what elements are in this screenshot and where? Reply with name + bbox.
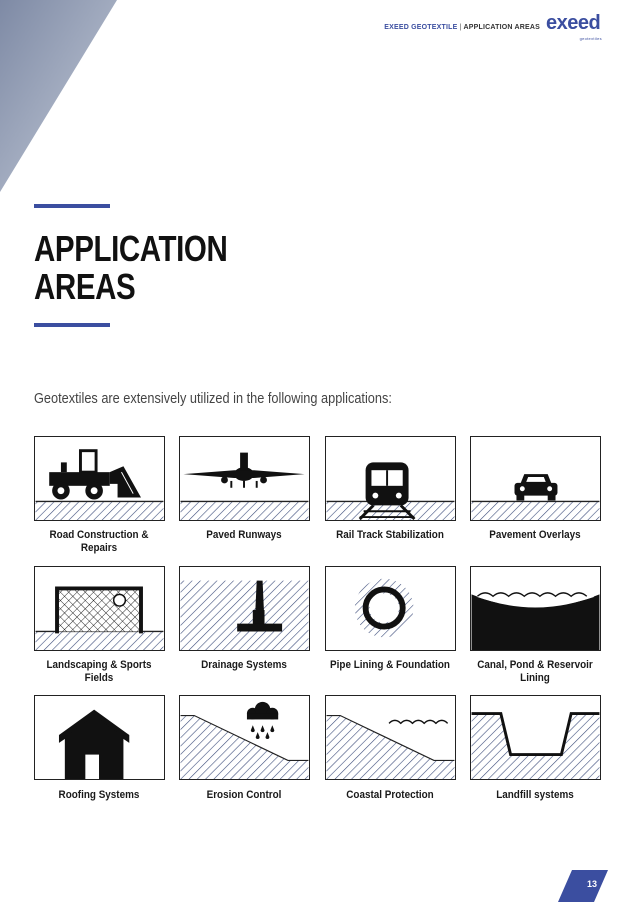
tile-pavement-overlays bbox=[470, 436, 601, 521]
caption-pipe-lining: Pipe Lining & Foundation bbox=[330, 659, 450, 671]
corner-triangle-decoration bbox=[0, 0, 120, 195]
caption-landfill: Landfill systems bbox=[496, 789, 574, 801]
car-icon bbox=[471, 437, 600, 520]
title-rule-top bbox=[34, 204, 110, 208]
tile-drainage bbox=[179, 566, 310, 651]
tile-erosion-control bbox=[179, 695, 310, 780]
header-separator: | bbox=[459, 24, 462, 31]
tile-landfill bbox=[470, 695, 601, 780]
page-header bbox=[384, 24, 540, 31]
caption-roofing: Roofing Systems bbox=[58, 789, 140, 801]
title-line-1: APPLICATION bbox=[34, 228, 228, 269]
tile-coastal-protection bbox=[325, 695, 456, 780]
caption-paved-runways: Paved Runways bbox=[206, 529, 282, 541]
page-title bbox=[34, 230, 227, 306]
caption-pavement-overlays: Pavement Overlays bbox=[489, 529, 581, 541]
tile-roofing bbox=[34, 695, 165, 780]
header-brand: EXEED GEOTEXTILE bbox=[384, 24, 458, 31]
tile-landscaping bbox=[34, 566, 165, 651]
title-rule-bottom bbox=[34, 323, 110, 327]
landfill-trench-icon bbox=[471, 696, 600, 779]
goal-net-icon bbox=[35, 567, 164, 650]
loader-icon bbox=[35, 437, 164, 520]
caption-rail-track: Rail Track Stabilization bbox=[336, 529, 444, 541]
train-icon bbox=[326, 437, 455, 520]
tile-canal-pond bbox=[470, 566, 601, 651]
caption-road-construction: Road Construction & Repairs bbox=[49, 529, 149, 554]
logo-wordmark: exeed bbox=[546, 12, 601, 34]
title-line-2: AREAS bbox=[34, 266, 136, 307]
logo-subtitle: geotextiles bbox=[579, 36, 602, 41]
tile-paved-runways bbox=[179, 436, 310, 521]
tile-road-construction bbox=[34, 436, 165, 521]
intro-text: Geotextiles are extensively utilized in the following applications: bbox=[34, 390, 392, 407]
page-number-tab bbox=[558, 870, 608, 902]
pipe-icon bbox=[326, 567, 455, 650]
rain-slope-icon bbox=[180, 696, 309, 779]
tile-pipe-lining bbox=[325, 566, 456, 651]
water-basin-icon bbox=[471, 567, 600, 650]
header-section: APPLICATION AREAS bbox=[463, 24, 540, 31]
caption-canal-pond: Canal, Pond & Reservoir Lining bbox=[477, 659, 593, 684]
exeed-logo bbox=[546, 12, 604, 42]
page-number: 13 bbox=[586, 879, 597, 889]
caption-erosion-control: Erosion Control bbox=[206, 789, 282, 801]
airplane-icon bbox=[180, 437, 309, 520]
caption-coastal-protection: Coastal Protection bbox=[346, 789, 434, 801]
house-icon bbox=[35, 696, 164, 779]
caption-landscaping: Landscaping & Sports Fields bbox=[46, 659, 152, 684]
drain-icon bbox=[180, 567, 309, 650]
tile-rail-track bbox=[325, 436, 456, 521]
caption-drainage: Drainage Systems bbox=[201, 659, 287, 671]
shore-slope-icon bbox=[326, 696, 455, 779]
